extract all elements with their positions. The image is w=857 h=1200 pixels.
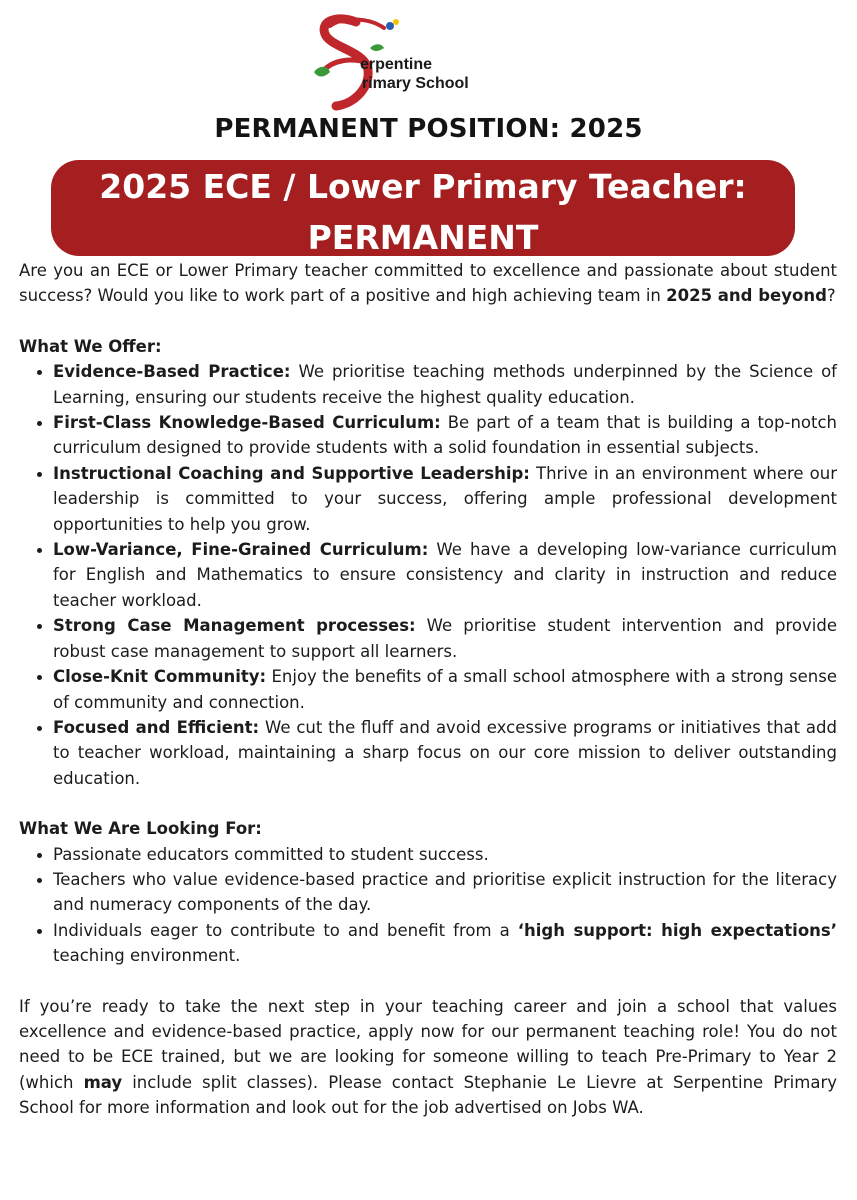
school-logo bbox=[310, 8, 510, 112]
looking-list bbox=[19, 842, 837, 969]
list-item: • Teachers who value evidence-based practice and prioritise explicit instruction for the literacy and numeracy components of the day. bbox=[53, 867, 837, 918]
list-item bbox=[53, 715, 837, 791]
item-text-end: teaching environment. bbox=[53, 946, 241, 966]
item-label: Low-Variance, Fine-Grained Curriculum: bbox=[53, 540, 429, 560]
list-item bbox=[53, 359, 837, 410]
list-item bbox=[53, 410, 837, 461]
list-item bbox=[53, 664, 837, 715]
logo-name-line2: rimary School bbox=[362, 75, 469, 92]
closing-bold: may bbox=[83, 1072, 123, 1092]
page-heading: PERMANENT POSITION: 2025 bbox=[214, 114, 643, 144]
item-text: We have a developing low-variance curriculum for English and Mathematics to ensure consistency and clarity in instruction and reduce teacher workload. bbox=[53, 540, 837, 610]
intro-text: Are you an ECE or Lower Primary teacher committed to excellence and passionate about student success? Would you like to work part of a positive and high achieving team in bbox=[19, 261, 837, 306]
closing-text-end: include split classes). Please contact Stephanie Le Lievre at Serpentine Primary School for more information and look out for the job advertised on Jobs WA. bbox=[19, 1072, 837, 1118]
item-text: Be part of a team that is building a top-notch curriculum designed to provide students with a solid foundation in essential subjects. bbox=[53, 413, 838, 458]
item-label: Instructional Coaching and Supportive Leadership: bbox=[53, 463, 530, 483]
item-bold: ‘high support: high expectations’ bbox=[517, 920, 838, 940]
closing-text: If you’re ready to take the next step in your teaching career and join a school that values excellence and evidence-based practice, apply now for our permanent teaching role! You do not need to be ECE trained, but we are looking for someone willing to teach Pre-Primary to Year 2 (which bbox=[19, 996, 837, 1092]
intro-paragraph bbox=[19, 258, 837, 309]
item-label: Strong Case Management processes: bbox=[53, 616, 416, 636]
item-label: Evidence-Based Practice: bbox=[53, 362, 291, 382]
list-item bbox=[53, 613, 837, 664]
offer-heading: What We Offer: bbox=[19, 336, 162, 356]
position-title-banner bbox=[51, 160, 795, 256]
list-item bbox=[53, 918, 837, 969]
closing-paragraph bbox=[19, 994, 837, 1121]
list-item bbox=[53, 537, 837, 613]
banner-line1: 2025 ECE / Lower Primary Teacher: bbox=[99, 167, 747, 206]
list-item bbox=[53, 461, 837, 537]
intro-bold: 2025 and beyond bbox=[666, 286, 827, 306]
item-text: Enjoy the benefits of a small school atmosphere with a strong sense of community and connection. bbox=[53, 667, 837, 712]
item-text: We prioritise student intervention and provide robust case management to support all learners. bbox=[53, 616, 837, 661]
item-text: We prioritise teaching methods underpinned by the Science of Learning, ensuring our students receive the highest quality education. bbox=[53, 362, 837, 407]
banner-line2: PERMANENT bbox=[307, 218, 539, 256]
item-text: Thrive in an environment where our leadership is committed to your success, offering ample professional development opportunities to help you grow. bbox=[53, 463, 837, 534]
job-description bbox=[19, 258, 837, 1121]
item-label: Focused and Efficient: bbox=[53, 717, 260, 737]
looking-heading: What We Are Looking For: bbox=[19, 819, 262, 839]
logo-name-line1: erpentine bbox=[360, 56, 433, 73]
list-item: • Passionate educators committed to student success. bbox=[53, 842, 837, 867]
offer-list bbox=[19, 359, 837, 791]
item-text: Individuals eager to contribute to and benefit from a bbox=[53, 920, 518, 940]
item-label: Close-Knit Community: bbox=[53, 667, 267, 687]
item-label: First-Class Knowledge-Based Curriculum: bbox=[53, 413, 441, 433]
intro-end: ? bbox=[826, 286, 836, 306]
item-text: We cut the fluff and avoid excessive programs or initiatives that add to teacher workload, maintaining a sharp focus on our core mission to deliver outstanding education. bbox=[53, 717, 837, 788]
